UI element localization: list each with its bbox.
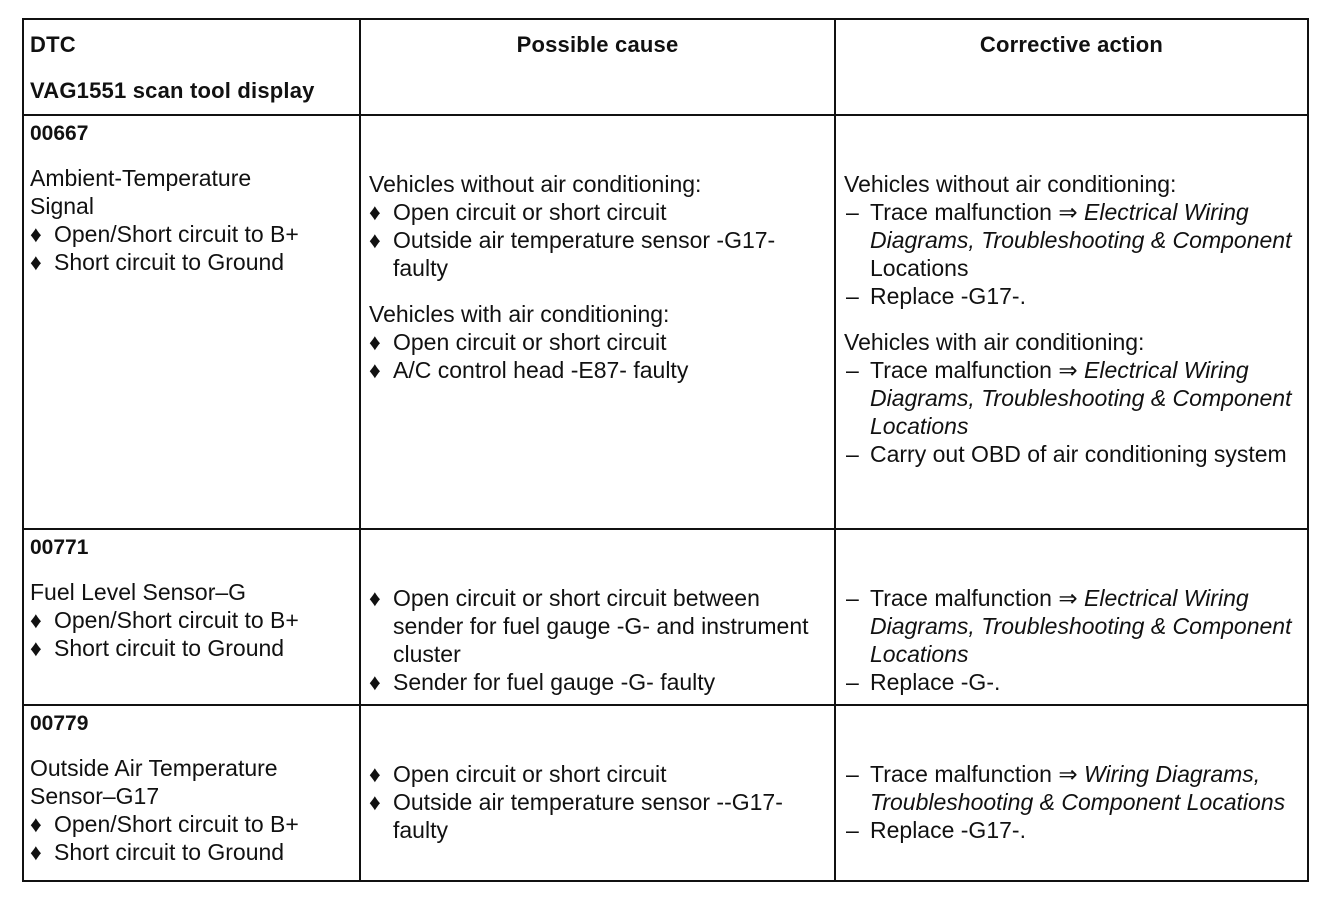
header-cause (360, 19, 835, 115)
signal-item: ♦ Short circuit to Ground (30, 635, 285, 661)
bullet-icon: ♦ (30, 635, 42, 661)
action-cell (835, 115, 1308, 529)
bullet-icon: ♦ (369, 227, 381, 253)
cause-heading: Vehicles without air conditioning: (369, 171, 702, 197)
signal-line: Outside Air Temperature (30, 755, 278, 781)
header-scan-tool-label: VAG1551 scan tool display (30, 78, 315, 103)
bullet-icon: ♦ (369, 585, 381, 611)
signal-item: ♦ Open/Short circuit to B+ (30, 221, 299, 247)
action-heading: Vehicles without air conditioning: (844, 171, 1177, 197)
dtc-signal (24, 736, 359, 866)
dtc-cell (23, 705, 360, 881)
signal-line: Sensor–G17 (30, 783, 160, 809)
cause-item: ♦ Open circuit or short circuit (369, 329, 667, 355)
cause-item: ♦ Open circuit or short circuit (369, 199, 667, 225)
signal-line: Fuel Level Sensor–G (30, 579, 247, 605)
cause-cell (360, 529, 835, 705)
cause-item: ♦ A/C control head -E87- faulty (369, 357, 689, 383)
bullet-icon: ♦ (30, 811, 42, 837)
dtc-table (22, 18, 1309, 882)
cause-group (361, 706, 834, 844)
action-item: – Trace malfunction ⇒ Electrical Wiring Diagrams, Troubleshooting & Component Locations (846, 585, 1292, 667)
dtc-cell (23, 529, 360, 705)
table-row (23, 115, 1308, 529)
action-item: – Carry out OBD of air conditioning system (846, 441, 1287, 467)
action-item: – Replace -G-. (846, 669, 1001, 695)
dtc-signal (24, 560, 359, 662)
header-row (23, 19, 1308, 115)
bullet-icon: ♦ (30, 607, 42, 633)
bullet-icon: ♦ (369, 329, 381, 355)
bullet-icon: ♦ (369, 789, 381, 815)
bullet-icon: ♦ (369, 669, 381, 695)
dash-icon: – (846, 585, 859, 611)
dash-icon: – (846, 283, 859, 309)
action-group (836, 706, 1307, 844)
header-dtc (23, 19, 360, 115)
action-cell (835, 529, 1308, 705)
bullet-icon: ♦ (30, 839, 42, 865)
table-row (23, 529, 1308, 705)
bullet-icon: ♦ (30, 221, 42, 247)
cause-item: ♦ Sender for fuel gauge -G- faulty (369, 669, 716, 695)
dash-icon: – (846, 199, 859, 225)
cause-cell (360, 705, 835, 881)
dtc-code: 00771 (30, 536, 89, 559)
action-heading: Vehicles with air conditioning: (844, 329, 1145, 355)
cause-item: ♦ Open circuit or short circuit between sender for fuel gauge -G- and instrument cluster (369, 585, 809, 667)
wiring-reference: Wiring Diagrams, Troubleshooting & Component Locations (870, 761, 1286, 815)
cause-group (361, 116, 834, 282)
dash-icon: – (846, 441, 859, 467)
cause-cell (360, 115, 835, 529)
action-cell (835, 705, 1308, 881)
dtc-signal (24, 146, 359, 276)
header-action (835, 19, 1308, 115)
action-item: – Trace malfunction ⇒ Electrical Wiring Diagrams, Troubleshooting & Component Locations (846, 199, 1292, 281)
action-group (836, 530, 1307, 696)
cause-group (361, 530, 834, 696)
cause-item: ♦ Open circuit or short circuit (369, 761, 667, 787)
bullet-icon: ♦ (369, 199, 381, 225)
signal-item: ♦ Open/Short circuit to B+ (30, 811, 299, 837)
bullet-icon: ♦ (30, 249, 42, 275)
dash-icon: – (846, 817, 859, 843)
dash-icon: – (846, 669, 859, 695)
bullet-icon: ♦ (369, 357, 381, 383)
action-group (836, 310, 1307, 468)
table-row (23, 705, 1308, 881)
header-cause-label: Possible cause (516, 32, 679, 57)
header-action-label: Corrective action (979, 32, 1164, 57)
action-item: – Trace malfunction ⇒ Electrical Wiring Diagrams, Troubleshooting & Component Locations (846, 357, 1292, 439)
dash-icon: – (846, 761, 859, 787)
wiring-reference: Electrical Wiring Diagrams, Troubleshooting & Component Locations (870, 357, 1292, 439)
cause-group (361, 282, 834, 384)
dtc-code: 00667 (30, 122, 89, 145)
signal-item: ♦ Short circuit to Ground (30, 839, 285, 865)
action-group (836, 116, 1307, 310)
dtc-code: 00779 (30, 712, 89, 735)
dtc-cell (23, 115, 360, 529)
cause-item: ♦ Outside air temperature sensor -G17- faulty (369, 227, 776, 281)
action-item: – Trace malfunction ⇒ Wiring Diagrams, Troubleshooting & Component Locations (846, 761, 1286, 815)
action-item: – Replace -G17-. (846, 817, 1026, 843)
signal-line: Ambient-Temperature (30, 165, 252, 191)
header-dtc-label: DTC (30, 32, 76, 57)
dash-icon: – (846, 357, 859, 383)
action-item: – Replace -G17-. (846, 283, 1026, 309)
wiring-reference: Electrical Wiring Diagrams, Troubleshooting & Component Locations (870, 585, 1292, 667)
signal-item: ♦ Open/Short circuit to B+ (30, 607, 299, 633)
signal-line: Signal (30, 193, 94, 219)
bullet-icon: ♦ (369, 761, 381, 787)
wiring-reference: Electrical Wiring Diagrams, Troubleshooting & Component (870, 199, 1292, 253)
cause-item: ♦ Outside air temperature sensor --G17- faulty (369, 789, 783, 843)
signal-item: ♦ Short circuit to Ground (30, 249, 285, 275)
cause-heading: Vehicles with air conditioning: (369, 301, 670, 327)
